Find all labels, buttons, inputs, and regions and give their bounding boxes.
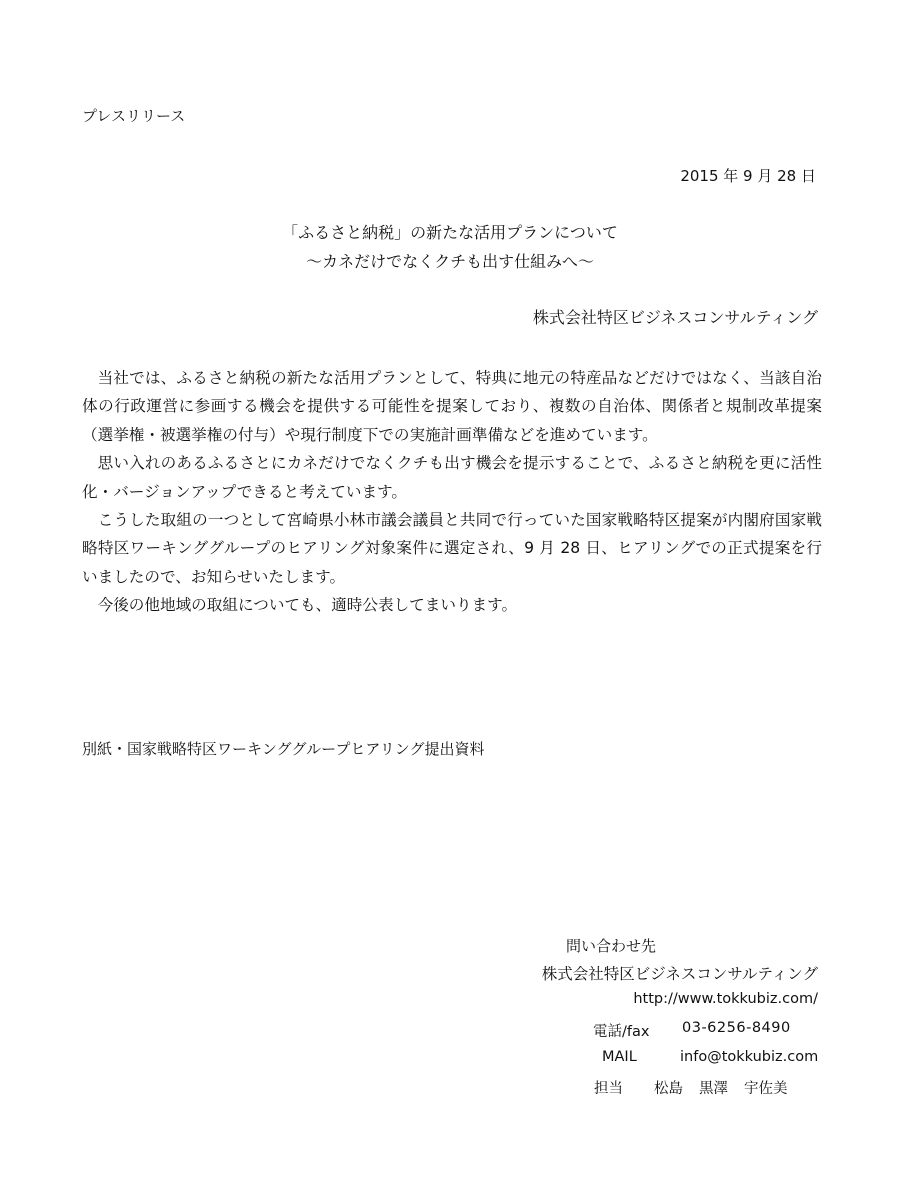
contact-tel-value: 03-6256-8490 xyxy=(682,1020,791,1036)
attachment-note: 別紙・国家戦略特区ワーキンググループヒアリング提出資料 xyxy=(82,740,485,758)
contact-url: http://www.tokkubiz.com/ xyxy=(633,991,818,1007)
contact-person-name: 松島 xyxy=(654,1081,683,1097)
issuing-company: 株式会社特区ビジネスコンサルティング xyxy=(532,308,818,327)
document-subtitle: ～カネだけでなくクチも出す仕組みへ～ xyxy=(306,252,594,271)
contact-tel-label: 電話/fax xyxy=(593,1024,650,1040)
document-title: 「ふるさと納税」の新たな活用プランについて xyxy=(282,223,618,242)
body-paragraph: 思い入れのあるふるさとにカネだけでなくクチも出す機会を提示することで、ふるさと納税を更に活性化・バージョンアップできると考えています。 xyxy=(82,454,822,501)
body-paragraph: こうした取組の一つとして宮崎県小林市議会議員と共同で行っていた国家戦略特区提案が内閣府国家戦略特区ワーキンググループのヒアリング対象案件に選定され、9 月 28 日、ヒアリングでの正式提案を行いましたので、お知らせいたします。 xyxy=(82,511,822,586)
body-paragraph: 当社では、ふるさと納税の新たな活用プランとして、特典に地元の特産品などだけではなく、当該自治体の行政運営に参画する機会を提供する可能性を提案しており、複数の自治体、関係者と規制改革提案（選挙権・被選挙権の付与）や現行制度下での実施計画準備などを進めています。 xyxy=(82,369,822,444)
contact-mail-value: info@tokkubiz.com xyxy=(680,1049,819,1065)
body-text xyxy=(82,364,822,620)
contact-company: 株式会社特区ビジネスコンサルティング xyxy=(541,965,818,983)
document-type-label: プレスリリース xyxy=(82,107,186,125)
contact-person-name: 黒澤 xyxy=(699,1081,728,1097)
contact-persons xyxy=(654,1077,804,1098)
body-paragraph: 今後の他地域の取組についても、適時公表してまいります。 xyxy=(97,596,518,615)
contact-heading: 問い合わせ先 xyxy=(566,937,657,955)
release-date: 2015 年 9 月 28 日 xyxy=(680,167,816,185)
contact-person-name: 宇佐美 xyxy=(744,1081,788,1097)
contact-person-label: 担当 xyxy=(594,1081,623,1097)
contact-mail-label: MAIL xyxy=(602,1049,637,1065)
